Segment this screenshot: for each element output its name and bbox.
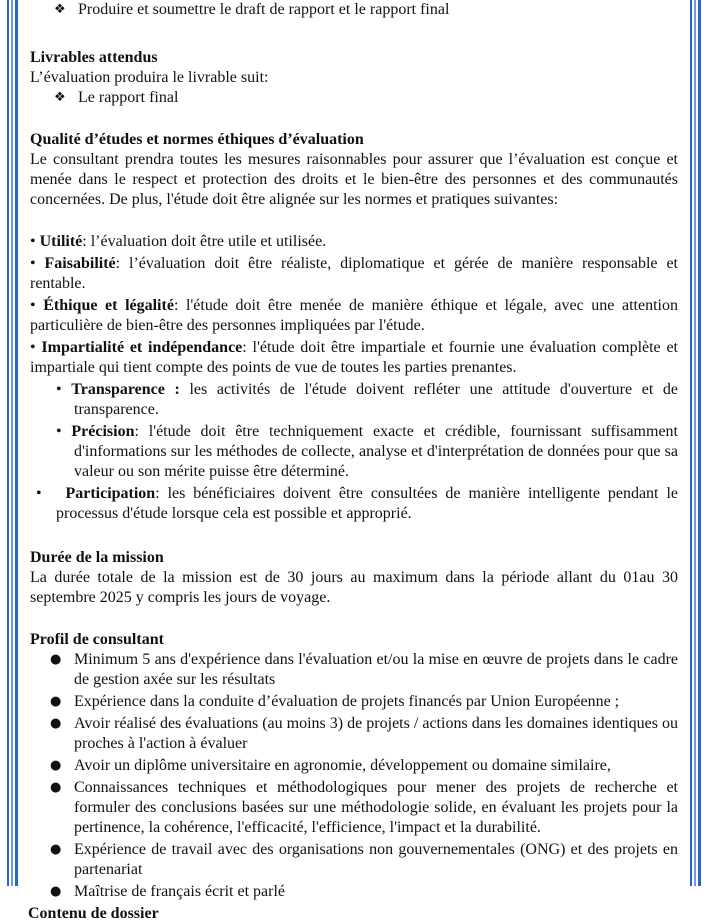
norm-text: : l'étude doit être techniquement exacte et crédible, fournissant suffisamment d'informations sur les méthodes de collecte, analyse et d'interprétation de données pour que sa valeur ou son mérite puisse être déterminé. [74, 423, 678, 480]
bullet-icon: ● [50, 780, 62, 795]
list-item-text: Produire et soumettre le draft de rapport et le rapport final [78, 1, 450, 18]
norm-item-transparence: • Transparence : les activités de l'étude doivent refléter une attitude d'ouverture et de transparence. [56, 381, 679, 418]
qualite-paragraph: Le consultant prendra toutes les mesures raisonnables pour assurer que l’évaluation est conçue et menée dans le respect et protection des droits et le bien-être des personnes et des communautés concernées. De plus, l'étude doit être alignée sur les normes et pratiques suivantes: [30, 151, 678, 208]
profil-list [30, 650, 678, 902]
norm-text: : l'étude doit être menée de manière éthique et légale, avec une attention particulière de bien-être des personnes impliquées par l'étude. [30, 297, 678, 334]
bullet-icon: ● [50, 884, 62, 899]
norm-item-precision: • Précision: l'étude doit être techniquement exacte et crédible, fournissant suffisamment d'informations sur les méthodes de collecte, analyse et d'interprétation de données pour que sa valeur ou son mérite puisse être déterminé. [56, 423, 678, 480]
list-item: ● Expérience dans la conduite d’évaluation de projets financés par Union Européenne ; [50, 693, 620, 710]
norm-text: : l'étude doit être impartiale et fournie une évaluation complète et impartiale qui tient compte des points de vue de toutes les parties prenantes. [30, 339, 678, 376]
bullet-icon: ● [50, 842, 62, 857]
norm-term: Faisabilité [44, 255, 116, 272]
diamond-bullet-icon: ❖ [54, 90, 66, 105]
diamond-bullet-icon: ❖ [54, 2, 66, 17]
list-item: ● Avoir un diplôme universitaire en agronomie, développement ou domaine similaire, [50, 757, 611, 774]
deliverable-item-draft [30, 0, 678, 20]
bullet-icon: ● [50, 716, 62, 731]
section-heading-livrables: Livrables attendus [30, 49, 158, 66]
norm-item-participation: • Participation: les bénéficiaires doivent être consultées de manière intelligente pendant le processus d'étude lorsque cela est possible et approprié. [36, 485, 678, 522]
norms-list [30, 232, 678, 524]
norm-text: : les bénéficiaires doivent être consultées de manière intelligente pendant le processus d'étude lorsque cela est possible et approprié. [56, 485, 678, 522]
section-heading-duree: Durée de la mission [30, 549, 164, 566]
norm-text: les activités de l'étude doivent refléter une attitude d'ouverture et de transparence. [74, 381, 679, 418]
list-item-text: Le rapport final [78, 89, 179, 106]
norm-term: Éthique et légalité [43, 297, 174, 314]
bullet-icon: ● [50, 758, 62, 773]
norm-text: : l’évaluation doit être utile et utilisée. [82, 233, 327, 250]
norm-text: : l’évaluation doit être réaliste, diplomatique et gérée de manière responsable et rentable. [30, 255, 679, 292]
document-page [30, 0, 678, 924]
list-item: ● Expérience de travail avec des organisations non gouvernementales (ONG) et des projets en partenariat [50, 841, 678, 878]
norm-item-ethique: • Éthique et légalité: l'étude doit être menée de manière éthique et légale, avec une attention particulière de bien-être des personnes impliquées par l'étude. [30, 297, 678, 334]
bullet-icon: ● [50, 652, 62, 667]
norm-item-utilite: • Utilité: l’évaluation doit être utile et utilisée. [30, 233, 327, 250]
norm-term: Participation [65, 485, 156, 502]
norm-term: Précision [71, 423, 135, 440]
page-border-left [7, 0, 18, 886]
norm-term: Impartialité et indépendance [41, 339, 243, 356]
section-heading-qualite: Qualité d’études et normes éthiques d’évaluation [30, 131, 364, 148]
bullet-icon: ● [50, 694, 62, 709]
page-border-right [690, 0, 701, 886]
norm-term: Utilité [39, 233, 83, 250]
livrables-intro: L’évaluation produira le livrable suit: [30, 69, 269, 86]
list-item: ● Avoir réalisé des évaluations (au moins 3) de projets / actions dans les domaines identiques ou proches à l'action à évaluer [50, 715, 678, 752]
norm-term: Transparence : [71, 381, 180, 398]
section-heading-profil: Profil de consultant [30, 631, 164, 648]
norm-item-faisabilite: • Faisabilité: l’évaluation doit être réaliste, diplomatique et gérée de manière responsable et rentable. [30, 255, 679, 292]
list-item: ● Minimum 5 ans d'expérience dans l'évaluation et/ou la mise en œuvre de projets dans le cadre de gestion axée sur les résultats [50, 651, 678, 688]
list-item: ● Maîtrise de français écrit et parlé [50, 883, 285, 900]
deliverable-item-final [30, 88, 678, 108]
norm-item-impartialite: • Impartialité et indépendance: l'étude doit être impartiale et fournie une évaluation complète et impartiale qui tient compte des points de vue de toutes les parties prenantes. [30, 339, 678, 376]
list-item: ● Connaissances techniques et méthodologiques pour mener des projets de recherche et formuler des conclusions basées sur une méthodologie solide, en évaluant les projets pour la pertinence, la cohérence, l'efficacité, l'efficience, l'impact et la durabilité. [50, 779, 678, 836]
section-heading-contenu: Contenu de dossier [28, 905, 159, 922]
duree-paragraph: La durée totale de la mission est de 30 jours au maximum dans la période allant du 01au 30 septembre 2025 y compris les jours de voyage. [30, 569, 678, 606]
